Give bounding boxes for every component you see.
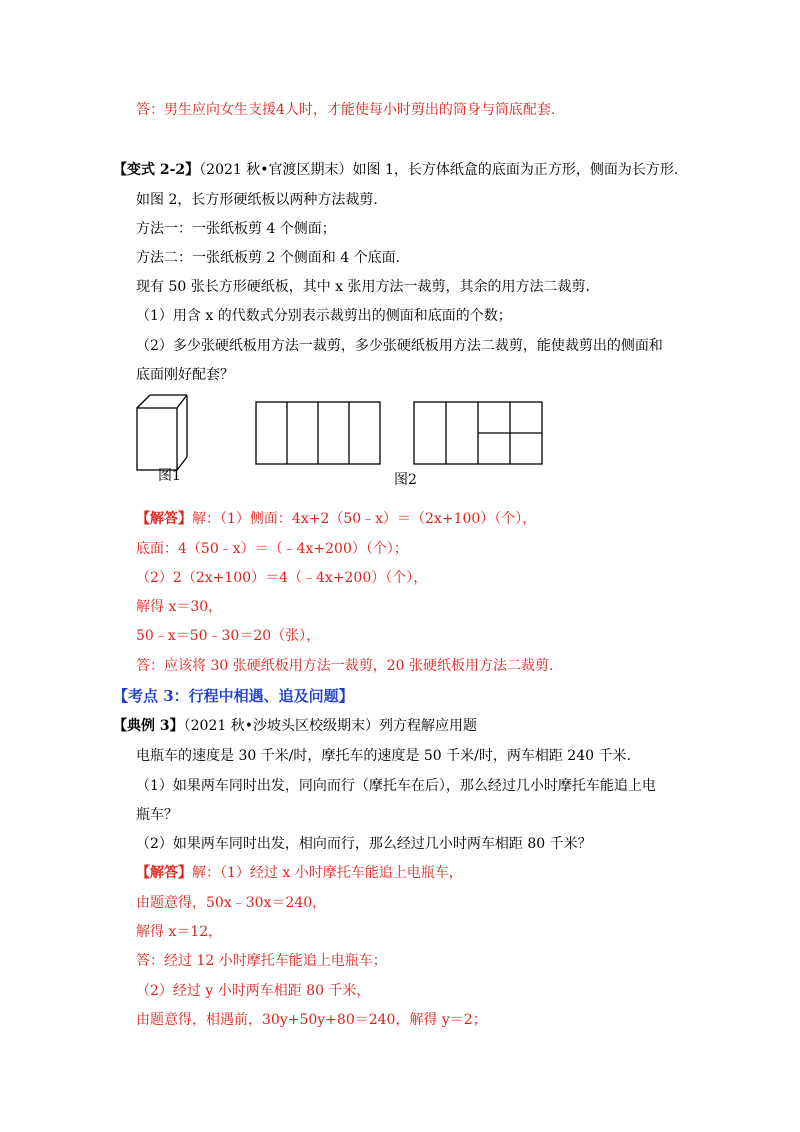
variant-tag: 【变式 2-2】 [113, 162, 200, 178]
solution-line: 答：应该将 30 张硬纸板用方法一裁剪，20 张硬纸板用方法二裁剪. [136, 658, 554, 674]
problem-line: 底面刚好配套？ [136, 367, 234, 383]
solution-tag: 【解答】 [136, 511, 192, 527]
figure-2-boards [254, 400, 554, 470]
solution-line: 由题意得，相遇前，30y+50y+80＝240，解得 y＝2； [136, 1012, 487, 1028]
problem-line: 方法一：一张纸板剪 4 个侧面； [136, 221, 336, 237]
solution-line: 答：经过 12 小时摩托车能追上电瓶车； [136, 953, 387, 969]
solution-line: 【解答】解：（1）侧面：4x+2（50﹣x）＝（2x+100）（个）， [136, 511, 537, 527]
example-3-heading [113, 716, 477, 736]
problem-line: 如图 2，长方形硬纸板以两种方法裁剪. [136, 192, 378, 208]
topic-3-heading: 【考点 3：行程中相遇、追及问题】 [113, 687, 354, 705]
figure-1-label: 图1 [158, 468, 181, 484]
solution-line: 解得 x＝30， [136, 599, 223, 615]
solution-tag: 【解答】 [136, 865, 192, 881]
example-tag: 【典例 3】 [113, 718, 184, 734]
solution-line: （2）经过 y 小时两车相距 80 千米， [136, 983, 371, 999]
solution-line: 【解答】解：（1）经过 x 小时摩托车能追上电瓶车， [136, 865, 463, 881]
problem-line: 现有 50 张长方形硬纸板，其中 x 张用方法一裁剪，其余的用方法二裁剪. [136, 279, 590, 295]
problem-line: （1）如果两车同时出发，同向而行（摩托车在后），那么经过几小时摩托车能追上电 [136, 778, 656, 794]
variant-source: （2021 秋•官渡区期末）如图 1，长方体纸盒的底面为正方形，侧面为长方形. [199, 162, 679, 178]
solution-line: 50﹣x＝50﹣30＝20（张）， [136, 628, 321, 644]
problem-line: 电瓶车的速度是 30 千米/时，摩托车的速度是 50 千米/时，两车相距 240 千米. [136, 748, 631, 764]
variant-2-2-heading [113, 160, 678, 180]
problem-line: 瓶车？ [136, 807, 178, 823]
problem-line: （1）用含 x 的代数式分别表示裁剪出的侧面和底面的个数； [136, 308, 512, 324]
previous-answer: 答：男生应向女生支援4人时，才能使每小时剪出的筒身与筒底配套. [136, 102, 556, 118]
solution-line: 解得 x＝12， [136, 924, 223, 940]
figure-2-label: 图2 [394, 472, 417, 488]
solution-line: （2）2（2x+100）＝4（﹣4x+200）（个）， [136, 570, 428, 586]
problem-line: 方法二：一张纸板剪 2 个侧面和 4 个底面. [136, 250, 401, 266]
problem-line: （2）多少张硬纸板用方法一裁剪，多少张硬纸板用方法二裁剪，能使裁剪出的侧面和 [136, 338, 663, 354]
solution-line: 由题意得，50x﹣30x＝240， [136, 895, 327, 911]
solution-line: 底面：4（50﹣x）＝（﹣4x+200）（个）； [136, 541, 408, 557]
problem-line: （2）如果两车同时出发，相向而行，那么经过几小时两车相距 80 千米？ [136, 836, 592, 852]
example-source: （2021 秋•沙坡头区校级期末）列方程解应用题 [183, 718, 477, 734]
